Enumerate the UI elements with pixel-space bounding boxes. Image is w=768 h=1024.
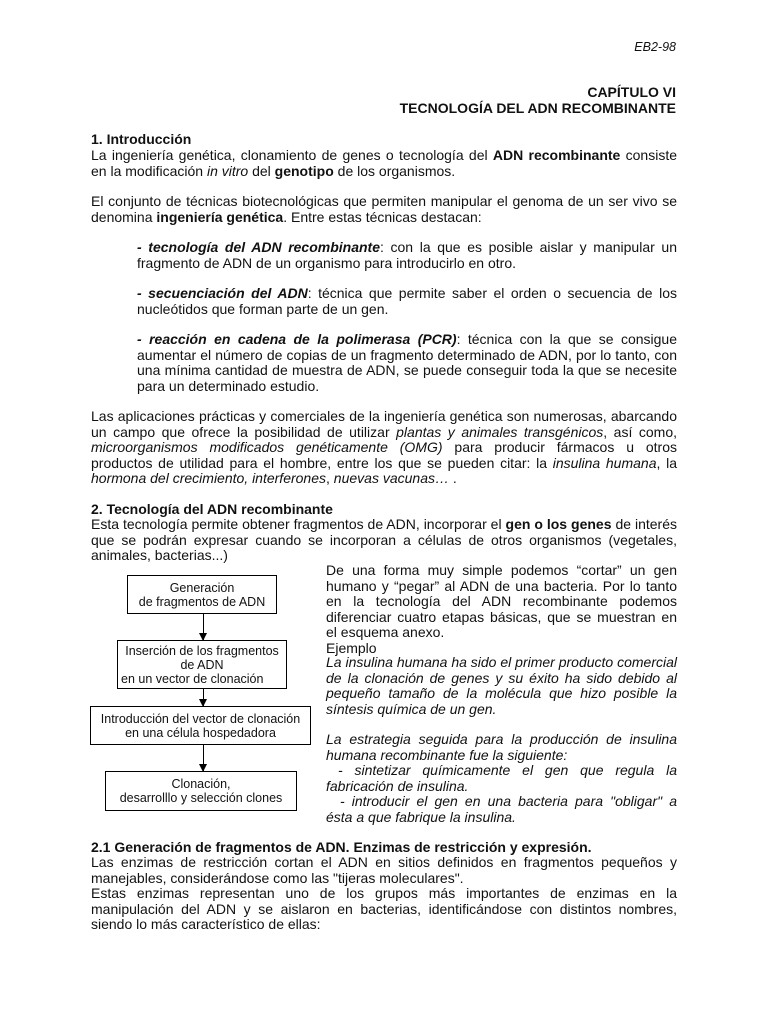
flow-arrow (203, 614, 204, 640)
applications-paragraph: Las aplicaciones prácticas y comerciales de la ingeniería genética son numerosas, abarcando un campo que ofrece la posibilidad de utilizar plantas y animales transgénicos, así como, microorganismos modificados genéticamente (OMG) para producir fármacos u otros productos de utilidad para el hombre, entre los que se pueden citar: la insulina humana, la hormona del crecimiento, interferones, nuevas vacunas… . (91, 408, 678, 486)
flow-arrow (203, 745, 204, 771)
example-text: La insulina humana ha sido el primer producto comercial de la clonación de genes y su éxito ha sido debido al pequeño tamaño de la molécula que hizo posible la síntesis química de un gen. (326, 654, 677, 717)
intro-paragraph: La ingeniería genética, clonamiento de genes o tecnología del ADN recombinante consiste en la modificación in vitro del genotipo de los organismos. (91, 147, 677, 179)
strategy-text: La estrategia seguida para la producción de insulina humana recombinante fue la siguiente: (326, 731, 677, 763)
technology-paragraph: Esta tecnología permite obtener fragmentos de ADN, incorporar el gen o los genes de interés que se podrán expresar cuando se incorporan a células de otros organismos (vegetales, animales, bacterias...) (91, 516, 678, 563)
flow-step-generation: Generación de fragmentos de ADN (127, 575, 277, 614)
chapter-title: TECNOLOGÍA DEL ADN RECOMBINANTE (399, 100, 676, 116)
strategy-step: - sintetizar químicamente el gen que regula la fabricación de insulina. (326, 762, 677, 794)
section-2-heading: 2. Tecnología del ADN recombinante (91, 501, 333, 517)
chapter-number: CAPÍTULO VI (587, 84, 676, 100)
bullet-item: - reacción en cadena de la polimerasa (PCR): técnica con la que se consigue aumentar el número de copias de un fragmento determinado de ADN, por lo tanto, con una mínima cantidad de muestra de ADN, se puede conseguir toda la que se necesite para un determinado estudio. (137, 331, 677, 394)
bullet-item: - tecnología del ADN recombinante: con la que es posible aislar y manipular un fragmento de ADN de un organismo para introducirlo en otro. (137, 239, 677, 271)
flow-arrow (203, 689, 204, 706)
strategy-step: - introducir el gen en una bacteria para "obligar" a ésta a que fabrique la insulina. (326, 793, 677, 825)
flow-step-insertion: Inserción de los fragmentos de ADN en un vector de clonación (117, 640, 287, 689)
document-code: EB2-98 (634, 40, 676, 54)
flow-step-introduction: Introducción del vector de clonación en una célula hospedadora (90, 706, 311, 745)
example-label: Ejemplo (326, 640, 377, 656)
restriction-paragraph: Las enzimas de restricción cortan el ADN en sitios definidos en fragmentos pequeños y manejables, considerándose como las "tijeras moleculares". (91, 854, 677, 886)
flow-step-cloning: Clonación, desarrolllo y selección clones (105, 771, 297, 811)
cut-paste-paragraph: De una forma muy simple podemos “cortar” un gen humano y “pegar” al ADN de una bacteria. Por lo tanto en la tecnología del ADN recombinante podemos diferenciar cuatro etapas básicas, que se muestran en el esquema anexo. (326, 562, 677, 640)
section-1-heading: 1. Introducción (91, 131, 192, 147)
enzymes-paragraph: Estas enzimas representan uno de los grupos más importantes de enzimas en la manipulación del ADN y se aislaron en bacterias, identificándose con distintos nombres, siendo lo más característico de ellas: (91, 885, 677, 932)
section-2-1-heading: 2.1 Generación de fragmentos de ADN. Enzimas de restricción y expresión. (91, 839, 592, 855)
bullet-item: - secuenciación del ADN: técnica que permite saber el orden o secuencia de los nucleótidos que forman parte de un gen. (137, 285, 677, 317)
techniques-paragraph: El conjunto de técnicas biotecnológicas que permiten manipular el genoma de un ser vivo se denomina ingeniería genética. Entre estas técnicas destacan: (91, 193, 677, 225)
